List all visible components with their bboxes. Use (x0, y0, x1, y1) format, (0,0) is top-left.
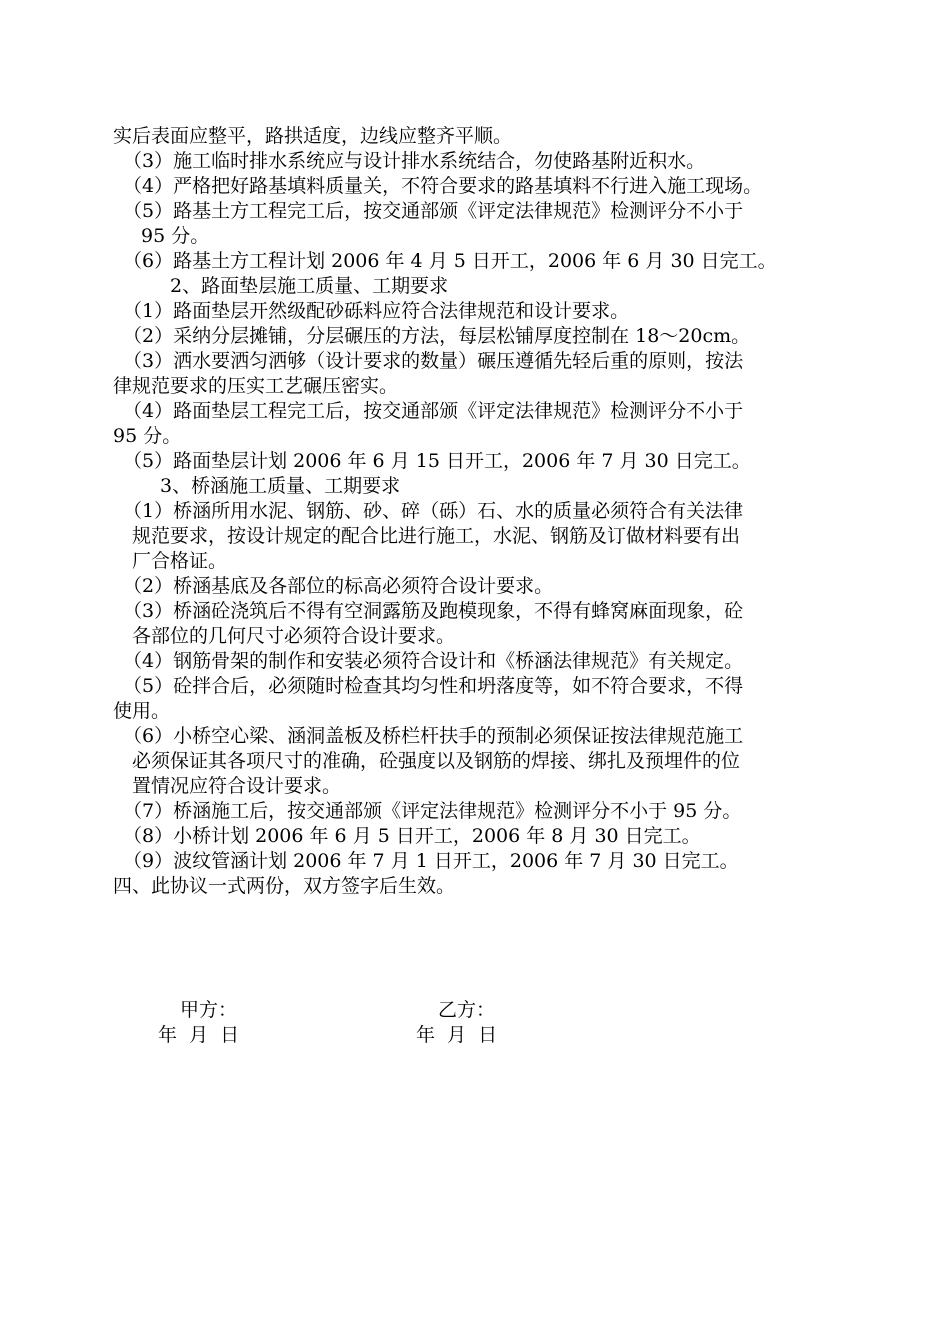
text-line: （6）路基土方工程计划 2006 年 4 月 5 日开工，2006 年 6 月 30 日完工。 (123, 250, 777, 272)
section-heading: 2、路面垫层施工质量、工期要求 (170, 275, 449, 297)
text-line: （2）桥涵基底及各部位的标高必须符合设计要求。 (123, 575, 554, 597)
text-line: （3）施工临时排水系统应与设计排水系统结合，勿使路基附近积水。 (123, 150, 706, 172)
text-line: 置情况应符合设计要求。 (132, 775, 342, 797)
text-line: （6）小桥空心梁、涵洞盖板及桥栏杆扶手的预制必须保证按法律规范施工 (123, 725, 744, 747)
text-line: （7）桥涵施工后，按交通部颁《评定法律规范》检测评分不小于 95 分。 (123, 800, 742, 822)
text-line: 必须保证其各项尺寸的准确，砼强度以及钢筋的焊接、绑扎及预埋件的位 (132, 750, 741, 772)
section-heading: 3、桥涵施工质量、工期要求 (160, 475, 401, 497)
text-line: （4）严格把好路基填料质量关，不符合要求的路基填料不行进入施工现场。 (123, 175, 763, 197)
text-line: 律规范要求的压实工艺碾压密实。 (113, 375, 399, 397)
text-line: （9）波纹管涵计划 2006 年 7 月 1 日开工，2006 年 7 月 30 日完工。 (123, 850, 739, 872)
party-b-label: 乙方： (438, 999, 496, 1021)
text-line: 规范要求，按设计规定的配合比进行施工，水泥、钢筋及订做材料要有出 (132, 525, 741, 547)
text-line: （2）采纳分层摊铺，分层碾压的方法，每层松铺厚度控制在 18～20cm。 (123, 325, 751, 347)
party-a-label: 甲方： (180, 999, 238, 1021)
text-line: （5）路基土方工程完工后，按交通部颁《评定法律规范》检测评分不小于 (123, 200, 744, 222)
text-line: （3）桥涵砼浇筑后不得有空洞露筋及跑模现象，不得有蜂窝麻面现象，砼 (123, 600, 744, 622)
text-line: 95 分。 (141, 225, 210, 247)
party-a-date: 年 月 日 (158, 1024, 240, 1046)
text-line: （8）小桥计划 2006 年 6 月 5 日开工，2006 年 8 月 30 日完工。 (123, 825, 701, 847)
text-line: （4）路面垫层工程完工后，按交通部颁《评定法律规范》检测评分不小于 (123, 400, 744, 422)
text-line: （1）路面垫层开然级配砂砾料应符合法律规范和设计要求。 (123, 300, 630, 322)
text-line: （5）路面垫层计划 2006 年 6 月 15 日开工，2006 年 7 月 30 日完工。 (123, 450, 751, 472)
text-line: 95 分。 (113, 425, 182, 447)
text-line: 各部位的几何尺寸必须符合设计要求。 (132, 625, 456, 647)
text-line: （4）钢筋骨架的制作和安装必须符合设计和《桥涵法律规范》有关规定。 (123, 650, 744, 672)
text-line: （3）洒水要洒匀洒够（设计要求的数量）碾压遵循先轻后重的原则，按法 (123, 350, 744, 372)
text-line: （5）砼拌合后，必须随时检查其均匀性和坍落度等，如不符合要求，不得 (123, 675, 744, 697)
text-line: 四、此协议一式两份，双方签字后生效。 (113, 875, 456, 897)
text-line: 使用。 (113, 700, 171, 722)
text-line: （1）桥涵所用水泥、钢筋、砂、碎（砾）石、水的质量必须符合有关法律 (123, 500, 744, 522)
text-line: 实后表面应整平，路拱适度，边线应整齐平顺。 (113, 125, 513, 147)
text-line: 厂合格证。 (132, 550, 228, 572)
party-b-date: 年 月 日 (416, 1024, 498, 1046)
